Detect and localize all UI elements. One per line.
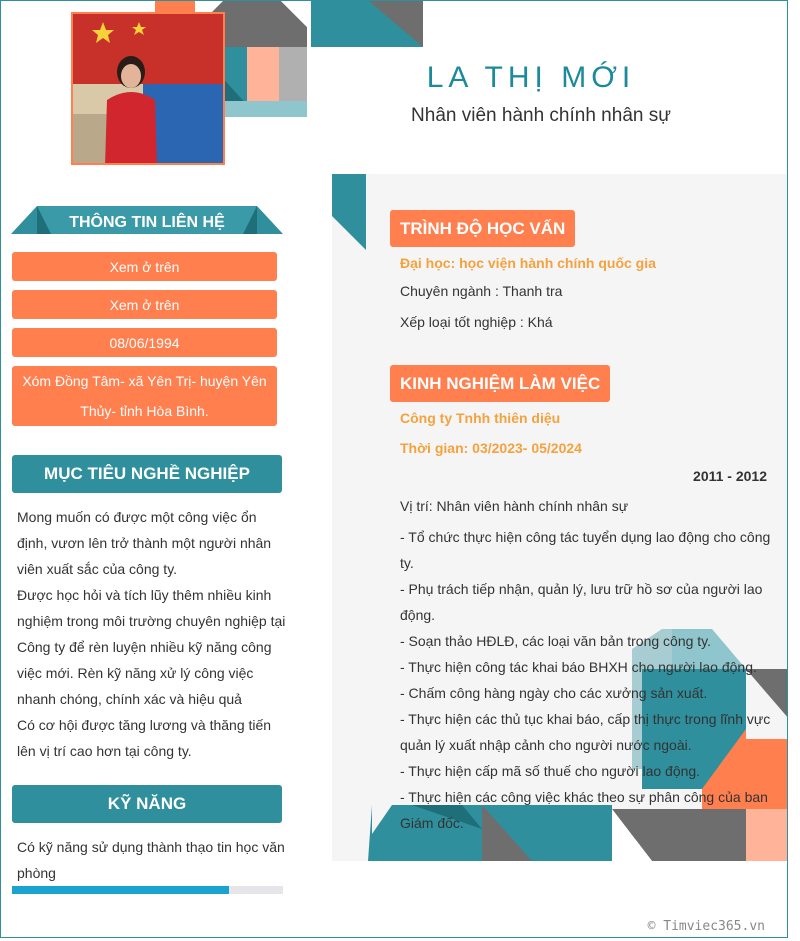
- education-major: Chuyên ngành : Thanh tra: [400, 283, 563, 299]
- education-school: Đại học: học viện hành chính quốc gia: [400, 255, 656, 271]
- profile-photo: [71, 12, 225, 165]
- contact-birthday: 08/06/1994: [12, 328, 277, 357]
- experience-years: 2011 - 2012: [693, 468, 767, 484]
- job-title: Nhân viên hành chính nhân sự: [411, 105, 671, 126]
- panel-corner-shape: [332, 174, 366, 250]
- objective-line: Có cơ hội được tăng lương và thăng tiến lên vị trí cao hơn tại công ty.: [17, 717, 272, 759]
- education-title: TRÌNH ĐỘ HỌC VẤN: [390, 210, 575, 247]
- duty-item: - Thực hiện cấp mã số thuế cho người lao động.: [400, 763, 701, 779]
- duty-item: - Tổ chức thực hiện công tác tuyển dụng lao động cho công ty.: [400, 529, 771, 571]
- duty-item: - Soạn thảo HĐLĐ, các loại văn bản trong công ty.: [400, 633, 712, 649]
- objective-text: [17, 504, 289, 764]
- objective-title: MỤC TIÊU NGHỀ NGHIỆP: [12, 455, 282, 493]
- contact-title: THÔNG TIN LIÊN HỆ: [69, 214, 225, 231]
- duty-item: - Chấm công hàng ngày cho các xưởng sản xuất.: [400, 685, 708, 701]
- contact-phone: Xem ở trên: [12, 252, 277, 281]
- duty-item: - Thực hiện công tác khai báo BHXH cho người lao động.: [400, 659, 757, 675]
- objective-line: Được học hỏi và tích lũy thêm nhiều kinh nghiệm trong môi trường chuyên nghiệp tại Công ty để rèn luyện nhiều kỹ năng công việc mới. Rèn kỹ năng xử lý công việc nhanh chóng, chính xác và hiệu quả: [17, 587, 286, 707]
- watermark: © Timviec365.vn: [647, 919, 765, 934]
- contact-address: Xóm Đồng Tâm- xã Yên Trị- huyện Yên Thủy- tỉnh Hòa Bình.: [12, 366, 277, 426]
- experience-title: KINH NGHIỆM LÀM VIỆC: [390, 365, 610, 402]
- contact-email: Xem ở trên: [12, 290, 277, 319]
- duty-item: - Phụ trách tiếp nhận, quản lý, lưu trữ hồ sơ của người lao động.: [400, 581, 763, 623]
- candidate-name: LA THỊ MỚI: [426, 61, 636, 94]
- duty-item: - Thực hiện các thủ tục khai báo, cấp thị thực trong lĩnh vực quản lý xuất nhập cảnh cho người nước ngoài.: [400, 711, 771, 753]
- skills-text: Có kỹ năng sử dụng thành thạo tin học văn phòng: [17, 839, 285, 881]
- experience-position: Vị trí: Nhân viên hành chính nhân sự: [400, 498, 629, 514]
- experience-company: Công ty Tnhh thiên diệu: [400, 410, 561, 426]
- experience-duties: [400, 524, 776, 836]
- skill-bar-fill: [12, 886, 229, 894]
- experience-period: Thời gian: 03/2023- 05/2024: [400, 440, 582, 456]
- education-grade: Xếp loại tốt nghiệp : Khá: [400, 314, 553, 330]
- objective-line: Mong muốn có được một công việc ổn định, vươn lên trở thành một người nhân viên xuất sắc của công ty.: [17, 509, 272, 577]
- skills-title: KỸ NĂNG: [12, 785, 282, 823]
- skill-bar-track: [12, 886, 283, 894]
- duty-item: - Thực hiện các công việc khác theo sự phân công của ban Giám đốc.: [400, 789, 768, 831]
